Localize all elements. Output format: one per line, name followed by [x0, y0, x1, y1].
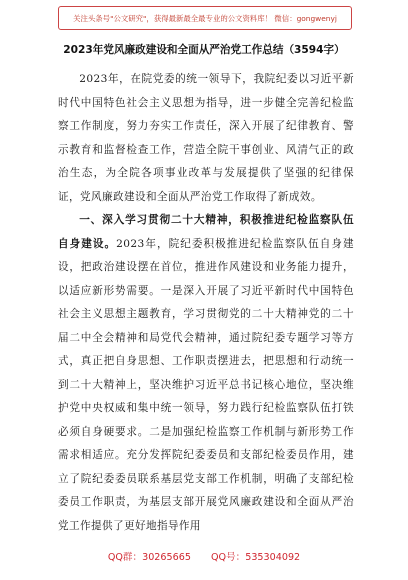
- paragraph-text: 2023年，院纪委积极推进纪检监察队伍自身建设，把政治建设摆在首位，推进作风建设和业务能力提升，以适应新形势需要。一是深入开展了习近平新时代中国特色社会主义思想主题教育，学习贯彻党的二十大精神党的二十届二中全会精神和局党代会精神，通过院纪委专题学习等方式，真正把自身思想、工作职责摆进去，把思想和行动统一到二十大精神上，坚决维护习近平总书记核心地位，坚决维护党中央权威和集中统一领导，努力践行纪检监察队伍打铁必须自身硬要求。二是加强纪检监察工作机制与新形势工作需求相适应。充分发挥院纪委委员和支部纪检委员作用，建立了院纪委委员联系基层党支部工作机制，明确了支部纪检委员工作职责，为基层支部开展党风廉政建设和全面从严治党工作提供了更好地指导作用: [58, 237, 354, 532]
- header-banner: [58, 6, 352, 30]
- section-heading: 一、深入学习贯彻二十大精神，积极推进纪检监察队伍自身建设。: [58, 214, 354, 250]
- footer-contact: [0, 549, 408, 563]
- qq-group: QQ群：30265665: [107, 552, 191, 563]
- paragraph: [58, 68, 354, 209]
- paragraph-text: 2023年，在院党委的统一领导下，我院纪委以习近平新时代中国特色社会主义思想为指导，进一步健全完善纪检监察工作制度，努力夯实工作责任，深入开展了纪律教育、警示教育和监督检查工作，营造全院干事创业、风清气正的政治生态，为全院各项事业改革与发展提供了坚强的纪律保证，党风廉政建设和全面从严治党工作取得了新成效。: [58, 73, 354, 203]
- document-body: [58, 68, 354, 538]
- qq-number: QQ号：535304092: [210, 552, 301, 563]
- banner-text: 关注头条号"公文研究"，获得最新最全最专业的公文资料库！ 微信：gongwenyj: [73, 13, 337, 23]
- document-title: 2023年党风廉政建设和全面从严治党工作总结（3594字）: [63, 44, 345, 56]
- paragraph: [58, 209, 354, 538]
